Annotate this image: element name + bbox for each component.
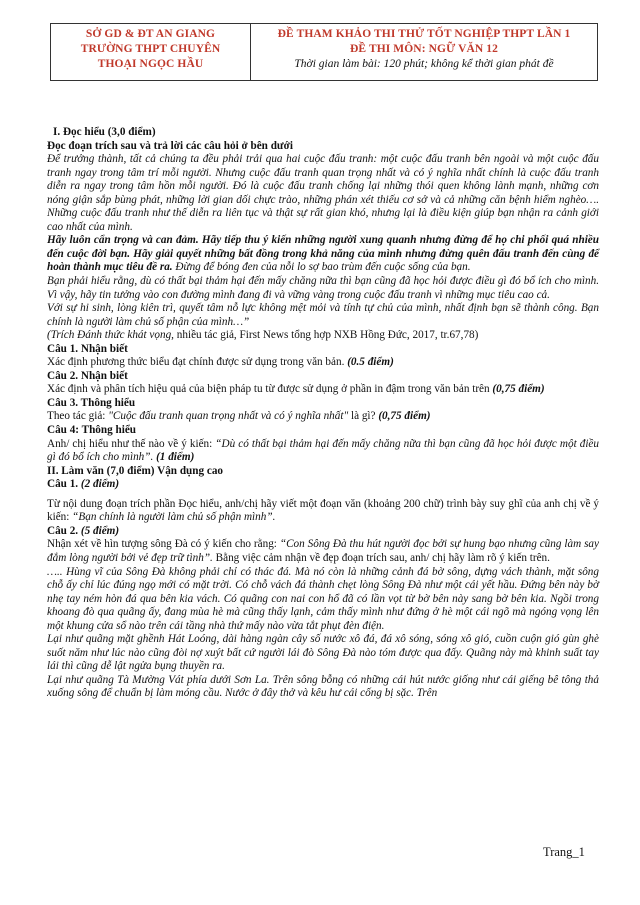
essay-q1-body: Từ nội dung đoạn trích phần Đọc hiểu, anh/chị hãy viết một đoạn văn (khoảng 200 chữ) trình bày suy ghĩ của anh chị về ý kiến: (47, 497, 599, 524)
question-2-points: (0,75 điểm) (489, 383, 545, 396)
section1-instruction: Đọc đoạn trích sau và trả lời các câu hỏi ở bên dưới (47, 139, 293, 152)
question-3-body-pre: Theo tác giả: (47, 410, 109, 423)
question-3-points: (0,75 điểm) (375, 410, 431, 423)
question-1-title: Câu 1. Nhận biết (47, 342, 128, 355)
exam-title: ĐỀ THAM KHẢO THI THỬ TỐT NGHIỆP THPT LẦN 1 (277, 28, 571, 40)
exam-time: Thời gian làm bài: 120 phút; không kể thời gian phát đề (294, 58, 554, 70)
essay-question-2-text (47, 538, 599, 565)
exam-subject: ĐỀ THI MÔN: NGỮ VĂN 12 (350, 43, 498, 55)
section1-heading: I. Đọc hiểu (3,0 điểm) (53, 126, 156, 138)
passage-paragraph-1: Để trưởng thành, tất cả chúng ta đều phải trải qua hai cuộc đấu tranh: một cuộc đấu tranh bên ngoài và một cuộc đấu tranh ngay trong tâm trí mỗi người. Nhưng cuộc đấu tranh quan trọng nhất và có ý nghĩa nhất chính là cuộc đấu tranh diễn ra ngay trong tâm hồn mỗi người. Đó là cuộc đấu tranh chống lại những thói quen không lành mạnh, những cơn nóng giận sắp bùng phát, những lời gian dối chực trào, những phán xét thiếu cơ sở và cả những căn bệnh hiểm nghèo…. Những cuộc đấu tranh như thế diễn ra liên tục và thật sự rất gian khó, nhưng lại là điều kiện giúp bạn nhận ra cảnh giới cao nhất của mình. (47, 153, 599, 233)
excerpt-paragraph-3: Lại như quãng Tà Mường Vát phía dưới Sơn La. Trên sông bỗng có những cái hút nước giống như cái giếng bê tông thả xuống sông để chuẩn bị làm móng cầu. Nước ở đây thở và kêu hư cái cống bị sặc. Trên (47, 673, 599, 700)
essay-q2-quote: “Con Sông Đà thu hút người đọc bởi sự hung bạo nhưng cũng làm say đắm lòng người bởi vẻ đẹp trữ tình”. (47, 538, 599, 564)
question-1-body: Xác định phương thức biểu đạt chính được sử dụng trong văn bản. (47, 356, 345, 369)
question-4-text (47, 438, 599, 465)
passage-paragraph-2: Bạn phải hiểu rằng, dù có thất bại thảm hại đến mấy chăng nữa thì bạn cũng đã học hỏi được điều gì đó bổ ích cho mình. Vì vậy, hãy tin tưởng vào con đường mình đang đi và vững vàng trong cuộc đấu tranh vì những mục tiêu cao cả. (47, 275, 599, 301)
question-3-title: Câu 3. Thông hiểu (47, 396, 136, 409)
passage-after-bold: Đừng để bóng đen của nỗi lo sợ bao trùm đến cuộc sống của bạn. (172, 261, 471, 274)
essay-question-1-title (47, 478, 599, 492)
source-title: (Trích Đánh thức khát vọng, (47, 329, 174, 342)
department-name: SỞ GD & ĐT AN GIANG (85, 28, 216, 40)
excerpt-paragraph-1: ….. Hùng vĩ của Sông Đà không phải chỉ có thác đá. Mà nó còn là những cảnh đá bờ sông, dựng vách thành, mặt sông chỗ ấy chỉ lúc đúng ngọ mới có mặt trời. Có chỗ vách đá thành chẹt lòng Sông Đà như một cái yết hầu. Đứng bên này bờ nhẹ tay ném hòn đá qua bên kia vách. Có quãng con nai con hổ đã có lần vọt từ bờ bên này sang bờ bên kia. Ngồi trong khoang đò qua quãng ấy, đang mùa hè mà cũng thấy lạnh, cảm thấy mình như đứng ở hè một cái ngõ mà ngóng vọng lên một khung cửa sổ nào trên cái tầng nhà thứ mấy nào vừa tắt phụt đèn điện. (47, 565, 599, 632)
page-number: Trang_1 (543, 845, 585, 859)
essay-question-2-title (47, 525, 599, 539)
essay-q2-body-pre: Nhận xét về hìn tượng sông Đà có ý kiến cho rằng: (47, 538, 280, 551)
essay-q2-label: Câu 2. (47, 524, 79, 537)
school-info (51, 24, 251, 80)
essay-q1-points: (2 điểm) (78, 478, 120, 491)
essay-q2-points: (5 điểm) (78, 524, 120, 537)
question-4-quote: “Dù có thất bại thảm hại đến mấy chăng nữa thì bạn cũng đã học hỏi được một điều gì đó bổ ích cho mình”. (47, 437, 599, 464)
question-2-text (47, 383, 599, 397)
question-1-points: (0.5 điểm) (344, 356, 394, 369)
essay-q2-body-post: Bằng việc cảm nhận về đẹp đoạn trích sau, anh/ chị hãy làm rõ ý kiến trên. (212, 551, 550, 564)
question-4-title: Câu 4: Thông hiểu (47, 424, 137, 437)
exam-info (251, 24, 597, 80)
question-3-body-post: là gì? (348, 410, 376, 423)
question-3-quote: "Cuộc đấu tranh quan trọng nhất và có ý nghĩa nhất" (108, 410, 349, 423)
question-2-body: Xác định và phân tích hiệu quả của biện pháp tu từ được sử dụng ở phần in đậm trong văn bản trên (47, 383, 490, 396)
passage-paragraph-3: Với sự hi sinh, lòng kiên trì, quyết tâm nỗ lực không mệt mỏi và tính tự chủ của mình, nhất định bạn sẽ thành công. Bạn chính là người làm chủ số phận của mình…” (47, 302, 599, 328)
header-table (50, 23, 598, 81)
passage-paragraph-bold-block (47, 234, 599, 275)
source-details: nhiều tác giả, First News tổng hợp NXB Hồng Đức, 2017, tr.67,78) (173, 329, 479, 342)
essay-question-1-text (47, 498, 599, 525)
passage-bold-text: Hãy luôn cẩn trọng và can đảm. Hãy tiếp thu ý kiến những người xung quanh nhưng đừng để họ chi phối quá nhiều đến cuộc đời bạn. Hãy giải quyết những bất đồng trong khả năng của mình nhưng đừng quên đấu tranh đến cùng để hoàn thành mục tiêu đề ra. (47, 234, 599, 274)
question-4-body-pre: Anh/ chị hiểu như thế nào về ý kiến: (47, 437, 216, 450)
passage-source (47, 329, 599, 343)
essay-q1-quote: “Bạn chính là người làm chủ số phận mình”. (72, 511, 276, 524)
school-name-line2: THOẠI NGỌC HẦU (97, 58, 204, 70)
document-body (47, 126, 599, 701)
question-2-title: Câu 2. Nhận biết (47, 369, 128, 382)
question-3-text (47, 410, 599, 424)
excerpt-paragraph-2: Lại như quãng mặt ghềnh Hát Loóng, dài hàng ngàn cây số nước xô đá, đá xô sóng, sóng xô gió, cuồn cuộn gió gùn ghè suốt năm như lúc nào cũng đòi nợ xuýt bất cứ người lái đò Sông Đà nào tóm được qua đấy. Quãng này mà khinh suất tay lái thì cũng dễ lật ngửa bụng thuyền ra. (47, 633, 599, 673)
question-4-points: (1 điểm) (153, 451, 195, 464)
section2-heading: II. Làm văn (7,0 điểm) Vận dụng cao (47, 464, 224, 477)
essay-q1-label: Câu 1. (47, 478, 79, 491)
school-name-line1: TRƯỜNG THPT CHUYÊN (80, 43, 221, 55)
question-1-text (47, 356, 599, 370)
